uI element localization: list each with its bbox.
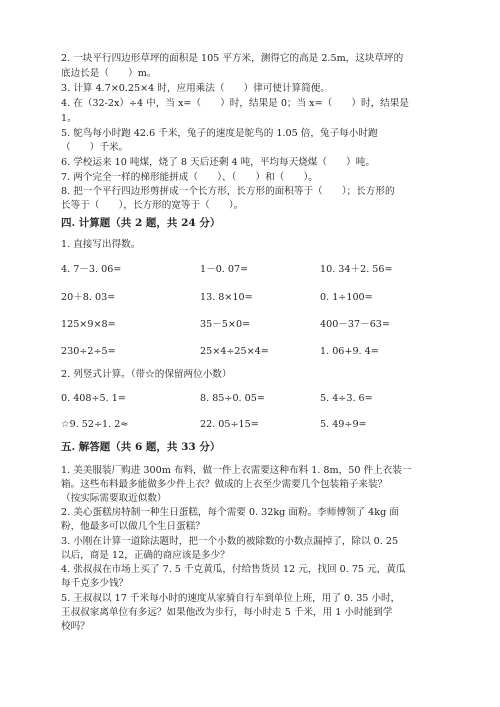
problem-5-line-1: 5. 王叔叔以 17 千米每小时的速度从家骑自行车到单位上班，用了 0. 35 小时， (61, 593, 401, 604)
question-5-line-1: 5. 鸵鸟每小时跑 42.6 千米，兔子的速度是鸵鸟的 1.05 倍，兔子每小时跑 (61, 128, 378, 139)
calc-item: 10. 34＋2. 56= (320, 264, 393, 275)
calc-item: 1－0. 07= (200, 264, 249, 275)
problem-5-line-3: 校吗？ (61, 621, 90, 632)
section-4-q1-title: 1. 直接写出得数。 (61, 239, 141, 250)
question-4-line-1: 4. 在（32-2x）÷4 中，当 x=（ ）时，结果是 0；当 x=（ ）时，结果是 (61, 98, 409, 109)
calc-item: 1. 06+9. 4= (320, 346, 379, 357)
question-6: 6. 学校运来 10 吨煤，烧了 8 天后还剩 4 吨，平均每天烧煤（ ）吨。 (61, 157, 375, 168)
problem-2-line-1: 2. 美心蛋糕房特制一种生日蛋糕，每个需要 0. 32kg 面粉。李师傅领了 4kg 面 (61, 507, 399, 518)
question-4-line-2: 1。 (61, 113, 77, 124)
problem-1-line-1: 1. 美美服装厂购进 300m 布料，做一件上衣需要这种布料 1. 8m，50 件上衣装一 (61, 465, 412, 476)
calc-item: 4. 7－3. 06= (61, 264, 122, 275)
question-3: 3. 计算 4.7×0.25×4 时，应用乘法（ ）律可使计算简便。 (61, 83, 330, 94)
problem-1-line-2: 箱。这些布料最多能做多少件上衣？做成的上衣至少需要几个包装箱子来装？ (61, 479, 388, 490)
calc-item: 35－5×0= (200, 319, 251, 330)
problem-1-line-3: （按实际需要取近似数） (61, 493, 167, 504)
section-4-heading: 四. 计算题（共 2 题，共 24 分） (61, 217, 221, 229)
question-2-line-2: 底边长是（ ）m。 (61, 68, 157, 79)
calc-item: 13. 8×10= (200, 292, 253, 303)
calc-item: 5. 49÷9= (320, 419, 367, 430)
question-8-line-1: 8. 把一个平行四边形剪拼成一个长方形，长方形的面积等于（ ）；长方形的 (61, 186, 395, 197)
problem-3-line-1: 3. 小刚在计算一道除法题时，把一个小数的被除数的小数点漏掉了，除以 0. 25 (61, 536, 399, 547)
question-8-line-2: 长等于（ ），长方形的宽等于（ ）。 (61, 200, 244, 211)
calc-item: 8. 85÷0. 05= (200, 393, 265, 404)
calc-item: 0. 1÷100= (320, 292, 373, 303)
problem-3-line-2: 以后，商是 12，正确的商应该是多少？ (61, 550, 230, 561)
calc-item: 20＋8. 03= (61, 292, 116, 303)
question-7: 7. 两个完全一样的梯形能拼成（ ）、（ ）和（ ）。 (61, 172, 318, 183)
problem-4-line-1: 4. 张叔叔在市场上买了 7. 5 千克黄瓜，付给售货员 12 元，找回 0. 75 元，黄瓜 (61, 564, 406, 575)
section-4-q2-title: 2. 列竖式计算。（带☆的保留两位小数） (61, 369, 232, 380)
problem-5-line-2: 王叔叔家离单位有多远？如果他改为步行，每小时走 5 千米，用 1 小时能到学 (61, 607, 393, 618)
calc-item: 125×9×8= (61, 319, 116, 330)
calc-item: 0. 408÷5. 1= (61, 393, 126, 404)
problem-4-line-2: 每千克多少钱？ (61, 578, 129, 589)
calc-item: 230÷2÷5= (61, 346, 116, 357)
calc-item: 5. 4÷3. 6= (320, 393, 373, 404)
calc-item: 25×4÷25×4= (200, 346, 269, 357)
question-2-line-1: 2. 一块平行四边形草坪的面积是 105 平方米，测得它的高是 2.5m，这块草坪的 (61, 53, 404, 64)
question-5-line-2: （ ）千米。 (61, 142, 129, 153)
calc-item: ☆9. 52÷1. 2≈ (61, 419, 129, 430)
problem-2-line-2: 粉，他最多可以做几个生日蛋糕？ (61, 521, 205, 532)
section-5-heading: 五. 解答题（共 6 题，共 33 分） (61, 441, 221, 453)
calc-item: 22. 05÷15= (200, 419, 259, 430)
calc-item: 400－37－63= (320, 319, 390, 330)
